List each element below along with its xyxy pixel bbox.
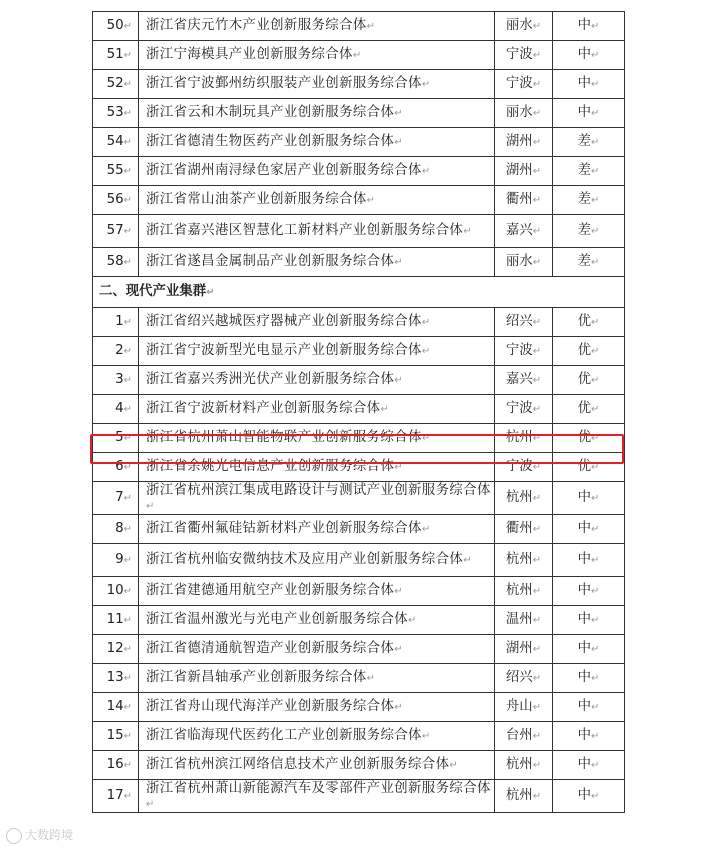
paragraph-mark: ↵ <box>591 702 600 713</box>
row-city: 嘉兴 <box>505 372 533 387</box>
row-number: 54 <box>106 134 124 149</box>
row-city: 湖州 <box>505 134 533 149</box>
table-row <box>93 664 625 693</box>
watermark-logo-icon <box>6 828 22 844</box>
paragraph-mark: ↵ <box>123 21 132 32</box>
paragraph-mark: ↵ <box>123 644 132 655</box>
row-city: 衢州 <box>505 521 533 536</box>
paragraph-mark: ↵ <box>123 108 132 119</box>
paragraph-mark: ↵ <box>421 79 431 90</box>
paragraph-mark: ↵ <box>123 166 132 177</box>
paragraph-mark: ↵ <box>123 524 132 535</box>
paragraph-mark: ↵ <box>591 586 600 597</box>
paragraph-mark: ↵ <box>532 644 542 655</box>
paragraph-mark: ↵ <box>123 404 132 415</box>
section-row <box>93 277 625 308</box>
paragraph-mark: ↵ <box>532 462 542 473</box>
paragraph-mark: ↵ <box>123 702 132 713</box>
row-city: 丽水 <box>505 105 533 120</box>
paragraph-mark: ↵ <box>532 21 542 32</box>
table-body-part1 <box>93 12 625 277</box>
paragraph-mark: ↵ <box>394 137 404 148</box>
paragraph-mark: ↵ <box>532 702 542 713</box>
row-grade: 优 <box>577 372 591 387</box>
row-city: 杭州 <box>505 430 533 445</box>
row-city: 宁波 <box>505 343 533 358</box>
row-number: 50 <box>106 18 124 33</box>
row-number: 8 <box>115 521 124 536</box>
table-row <box>93 693 625 722</box>
table-row <box>93 366 625 395</box>
row-grade: 差 <box>577 254 591 269</box>
paragraph-mark: ↵ <box>408 615 417 626</box>
paragraph-mark: ↵ <box>394 257 404 268</box>
row-name: 浙江省常山油茶产业创新服务综合体 <box>146 192 367 207</box>
row-city: 嘉兴 <box>505 223 533 238</box>
row-name: 浙江省杭州临安微纳技术及应用产业创新服务综合体 <box>146 552 464 567</box>
table-row <box>93 12 625 41</box>
row-name: 浙江省嘉兴港区智慧化工新材料产业创新服务综合体 <box>146 223 464 238</box>
document-table-area <box>92 11 624 813</box>
row-name: 浙江省宁波新型光电显示产业创新服务综合体 <box>146 343 422 358</box>
row-city: 杭州 <box>505 552 533 567</box>
row-number: 51 <box>106 47 124 62</box>
row-grade: 差 <box>577 163 591 178</box>
row-city: 杭州 <box>505 490 533 505</box>
paragraph-mark: ↵ <box>532 226 542 237</box>
paragraph-mark: ↵ <box>380 404 390 415</box>
paragraph-mark: ↵ <box>591 644 600 655</box>
row-number: 57 <box>106 223 124 238</box>
table-row <box>93 482 625 515</box>
paragraph-mark: ↵ <box>591 108 600 119</box>
paragraph-mark: ↵ <box>146 798 155 810</box>
row-city: 衢州 <box>505 192 533 207</box>
row-city: 绍兴 <box>505 314 533 329</box>
row-grade: 中 <box>577 521 591 536</box>
row-number: 6 <box>115 459 124 474</box>
table-row <box>93 337 625 366</box>
paragraph-mark: ↵ <box>394 375 404 386</box>
row-name: 浙江宁海模具产业创新服务综合体 <box>146 47 353 62</box>
table-row <box>93 157 625 186</box>
paragraph-mark: ↵ <box>532 760 542 771</box>
row-name: 浙江省杭州滨江集成电路设计与测试产业创新服务综合体 <box>146 482 491 498</box>
paragraph-mark: ↵ <box>532 791 542 802</box>
row-number: 16 <box>106 757 124 772</box>
row-number: 2 <box>115 343 124 358</box>
paragraph-mark: ↵ <box>463 555 472 566</box>
row-grade: 优 <box>577 430 591 445</box>
table-row <box>93 544 625 577</box>
paragraph-mark: ↵ <box>532 50 542 61</box>
row-grade: 差 <box>577 223 591 238</box>
paragraph-mark: ↵ <box>123 317 132 328</box>
row-name: 浙江省湖州南浔绿色家居产业创新服务综合体 <box>146 163 422 178</box>
paragraph-mark: ↵ <box>591 226 600 237</box>
paragraph-mark: ↵ <box>123 433 132 444</box>
row-city: 温州 <box>505 612 533 627</box>
row-name: 浙江省舟山现代海洋产业创新服务综合体 <box>146 699 395 714</box>
paragraph-mark: ↵ <box>123 615 132 626</box>
row-name: 浙江省余姚光电信息产业创新服务综合体 <box>146 459 395 474</box>
paragraph-mark: ↵ <box>421 166 431 177</box>
row-grade: 中 <box>577 490 591 505</box>
paragraph-mark: ↵ <box>123 346 132 357</box>
row-name: 浙江省建德通用航空产业创新服务综合体 <box>146 583 395 598</box>
row-grade: 中 <box>577 105 591 120</box>
row-grade: 差 <box>577 192 591 207</box>
paragraph-mark: ↵ <box>366 195 376 206</box>
row-name: 浙江省宁波鄞州纺织服装产业创新服务综合体 <box>146 76 422 91</box>
watermark-text: 大数跨境 <box>25 828 74 842</box>
evaluation-table <box>92 11 625 813</box>
row-name: 浙江省德清通航智造产业创新服务综合体 <box>146 641 395 656</box>
paragraph-mark: ↵ <box>394 462 404 473</box>
row-number: 15 <box>106 728 124 743</box>
row-name: 浙江省杭州萧山新能源汽车及零部件产业创新服务综合体 <box>146 780 491 796</box>
row-name: 浙江省杭州萧山智能物联产业创新服务综合体 <box>146 430 422 445</box>
paragraph-mark: ↵ <box>123 137 132 148</box>
table-row <box>93 395 625 424</box>
table-row <box>93 606 625 635</box>
row-number: 58 <box>106 254 124 269</box>
row-grade: 中 <box>577 757 591 772</box>
row-number: 10 <box>106 583 124 598</box>
row-name: 浙江省宁波新材料产业创新服务综合体 <box>146 401 381 416</box>
paragraph-mark: ↵ <box>123 791 132 802</box>
row-grade: 优 <box>577 343 591 358</box>
paragraph-mark: ↵ <box>532 317 542 328</box>
row-city: 杭州 <box>505 583 533 598</box>
row-name: 浙江省庆元竹木产业创新服务综合体 <box>146 18 367 33</box>
paragraph-mark: ↵ <box>123 50 132 61</box>
row-number: 1 <box>115 314 124 329</box>
paragraph-mark: ↵ <box>421 317 431 328</box>
table-row <box>93 99 625 128</box>
row-city: 台州 <box>505 728 533 743</box>
row-number: 52 <box>106 76 124 91</box>
row-city: 湖州 <box>505 641 533 656</box>
row-grade: 优 <box>577 401 591 416</box>
row-name: 浙江省温州激光与光电产业创新服务综合体 <box>146 612 409 627</box>
row-city: 杭州 <box>505 757 533 772</box>
row-number: 13 <box>106 670 124 685</box>
table-row <box>93 248 625 277</box>
table-row <box>93 41 625 70</box>
paragraph-mark: ↵ <box>421 433 431 444</box>
paragraph-mark: ↵ <box>532 404 542 415</box>
row-number: 3 <box>115 372 124 387</box>
paragraph-mark: ↵ <box>591 375 600 386</box>
paragraph-mark: ↵ <box>532 615 542 626</box>
row-name: 浙江省新昌轴承产业创新服务综合体 <box>146 670 367 685</box>
paragraph-mark: ↵ <box>123 375 132 386</box>
row-name: 浙江省遂昌金属制品产业创新服务综合体 <box>146 254 395 269</box>
paragraph-mark: ↵ <box>123 226 132 237</box>
paragraph-mark: ↵ <box>532 257 542 268</box>
paragraph-mark: ↵ <box>591 615 600 626</box>
paragraph-mark: ↵ <box>394 702 404 713</box>
row-city: 丽水 <box>505 18 533 33</box>
row-name: 浙江省嘉兴秀洲光伏产业创新服务综合体 <box>146 372 395 387</box>
row-number: 53 <box>106 105 124 120</box>
paragraph-mark: ↵ <box>123 731 132 742</box>
row-number: 7 <box>115 490 124 505</box>
paragraph-mark: ↵ <box>591 555 600 566</box>
table-row <box>93 424 625 453</box>
table-row <box>93 577 625 606</box>
paragraph-mark: ↵ <box>591 79 600 90</box>
paragraph-mark: ↵ <box>123 555 132 566</box>
row-city: 湖州 <box>505 163 533 178</box>
paragraph-mark: ↵ <box>591 524 600 535</box>
paragraph-mark: ↵ <box>449 760 459 771</box>
paragraph-mark: ↵ <box>206 287 215 298</box>
paragraph-mark: ↵ <box>532 524 542 535</box>
paragraph-mark: ↵ <box>591 673 600 684</box>
paragraph-mark: ↵ <box>532 108 542 119</box>
row-name: 浙江省衢州氟硅钴新材料产业创新服务综合体 <box>146 521 422 536</box>
paragraph-mark: ↵ <box>591 493 600 504</box>
row-grade: 中 <box>577 47 591 62</box>
paragraph-mark: ↵ <box>421 346 431 357</box>
paragraph-mark: ↵ <box>591 404 600 415</box>
paragraph-mark: ↵ <box>123 195 132 206</box>
row-grade: 中 <box>577 788 591 803</box>
row-name: 浙江省云和木制玩具产业创新服务综合体 <box>146 105 395 120</box>
row-grade: 优 <box>577 314 591 329</box>
table-row <box>93 515 625 544</box>
row-grade: 中 <box>577 76 591 91</box>
paragraph-mark: ↵ <box>532 375 542 386</box>
table-row <box>93 128 625 157</box>
paragraph-mark: ↵ <box>532 195 542 206</box>
row-number: 17 <box>106 788 124 803</box>
table-row <box>93 215 625 248</box>
row-city: 宁波 <box>505 459 533 474</box>
paragraph-mark: ↵ <box>421 524 431 535</box>
paragraph-mark: ↵ <box>591 257 600 268</box>
paragraph-mark: ↵ <box>591 195 600 206</box>
paragraph-mark: ↵ <box>366 673 376 684</box>
paragraph-mark: ↵ <box>591 137 600 148</box>
paragraph-mark: ↵ <box>366 21 376 32</box>
paragraph-mark: ↵ <box>123 462 132 473</box>
table-row <box>93 751 625 780</box>
paragraph-mark: ↵ <box>591 433 600 444</box>
row-grade: 中 <box>577 583 591 598</box>
row-grade: 差 <box>577 134 591 149</box>
paragraph-mark: ↵ <box>123 257 132 268</box>
paragraph-mark: ↵ <box>394 644 404 655</box>
paragraph-mark: ↵ <box>532 79 542 90</box>
row-grade: 中 <box>577 18 591 33</box>
paragraph-mark: ↵ <box>532 346 542 357</box>
table-row <box>93 722 625 751</box>
row-number: 5 <box>115 430 124 445</box>
paragraph-mark: ↵ <box>394 108 404 119</box>
row-city: 宁波 <box>505 401 533 416</box>
table-row <box>93 70 625 99</box>
row-number: 56 <box>106 192 124 207</box>
row-grade: 优 <box>577 459 591 474</box>
paragraph-mark: ↵ <box>591 791 600 802</box>
section-title: 二、现代产业集群 <box>99 284 207 299</box>
table-row <box>93 186 625 215</box>
row-grade: 中 <box>577 699 591 714</box>
paragraph-mark: ↵ <box>463 226 472 237</box>
row-grade: 中 <box>577 641 591 656</box>
row-grade: 中 <box>577 612 591 627</box>
paragraph-mark: ↵ <box>352 50 362 61</box>
row-city: 绍兴 <box>505 670 533 685</box>
row-name: 浙江省临海现代医药化工产业创新服务综合体 <box>146 728 422 743</box>
paragraph-mark: ↵ <box>123 760 132 771</box>
row-city: 宁波 <box>505 47 533 62</box>
row-grade: 中 <box>577 552 591 567</box>
paragraph-mark: ↵ <box>591 166 600 177</box>
paragraph-mark: ↵ <box>532 673 542 684</box>
table-row <box>93 635 625 664</box>
row-grade: 中 <box>577 670 591 685</box>
row-number: 9 <box>115 552 124 567</box>
row-city: 杭州 <box>505 788 533 803</box>
paragraph-mark: ↵ <box>591 346 600 357</box>
paragraph-mark: ↵ <box>123 586 132 597</box>
paragraph-mark: ↵ <box>532 731 542 742</box>
row-number: 12 <box>106 641 124 656</box>
table-section-header <box>93 277 625 308</box>
paragraph-mark: ↵ <box>421 731 431 742</box>
paragraph-mark: ↵ <box>394 586 404 597</box>
paragraph-mark: ↵ <box>532 166 542 177</box>
table-body-part2 <box>93 308 625 813</box>
paragraph-mark: ↵ <box>591 21 600 32</box>
table-row <box>93 453 625 482</box>
row-name: 浙江省杭州滨江网络信息技术产业创新服务综合体 <box>146 757 450 772</box>
paragraph-mark: ↵ <box>532 586 542 597</box>
row-grade: 中 <box>577 728 591 743</box>
paragraph-mark: ↵ <box>146 500 155 512</box>
row-number: 11 <box>106 612 124 627</box>
paragraph-mark: ↵ <box>123 673 132 684</box>
table-row <box>93 308 625 337</box>
paragraph-mark: ↵ <box>591 462 600 473</box>
paragraph-mark: ↵ <box>123 493 132 504</box>
row-number: 55 <box>106 163 124 178</box>
row-number: 14 <box>106 699 124 714</box>
row-number: 4 <box>115 401 124 416</box>
paragraph-mark: ↵ <box>123 79 132 90</box>
row-city: 丽水 <box>505 254 533 269</box>
row-city: 舟山 <box>505 699 533 714</box>
row-name: 浙江省德清生物医药产业创新服务综合体 <box>146 134 395 149</box>
paragraph-mark: ↵ <box>591 317 600 328</box>
paragraph-mark: ↵ <box>532 433 542 444</box>
paragraph-mark: ↵ <box>591 731 600 742</box>
row-city: 宁波 <box>505 76 533 91</box>
row-name: 浙江省绍兴越城医疗器械产业创新服务综合体 <box>146 314 422 329</box>
paragraph-mark: ↵ <box>532 137 542 148</box>
paragraph-mark: ↵ <box>591 760 600 771</box>
table-row <box>93 780 625 813</box>
paragraph-mark: ↵ <box>532 555 542 566</box>
watermark <box>6 826 73 844</box>
paragraph-mark: ↵ <box>591 50 600 61</box>
paragraph-mark: ↵ <box>532 493 542 504</box>
